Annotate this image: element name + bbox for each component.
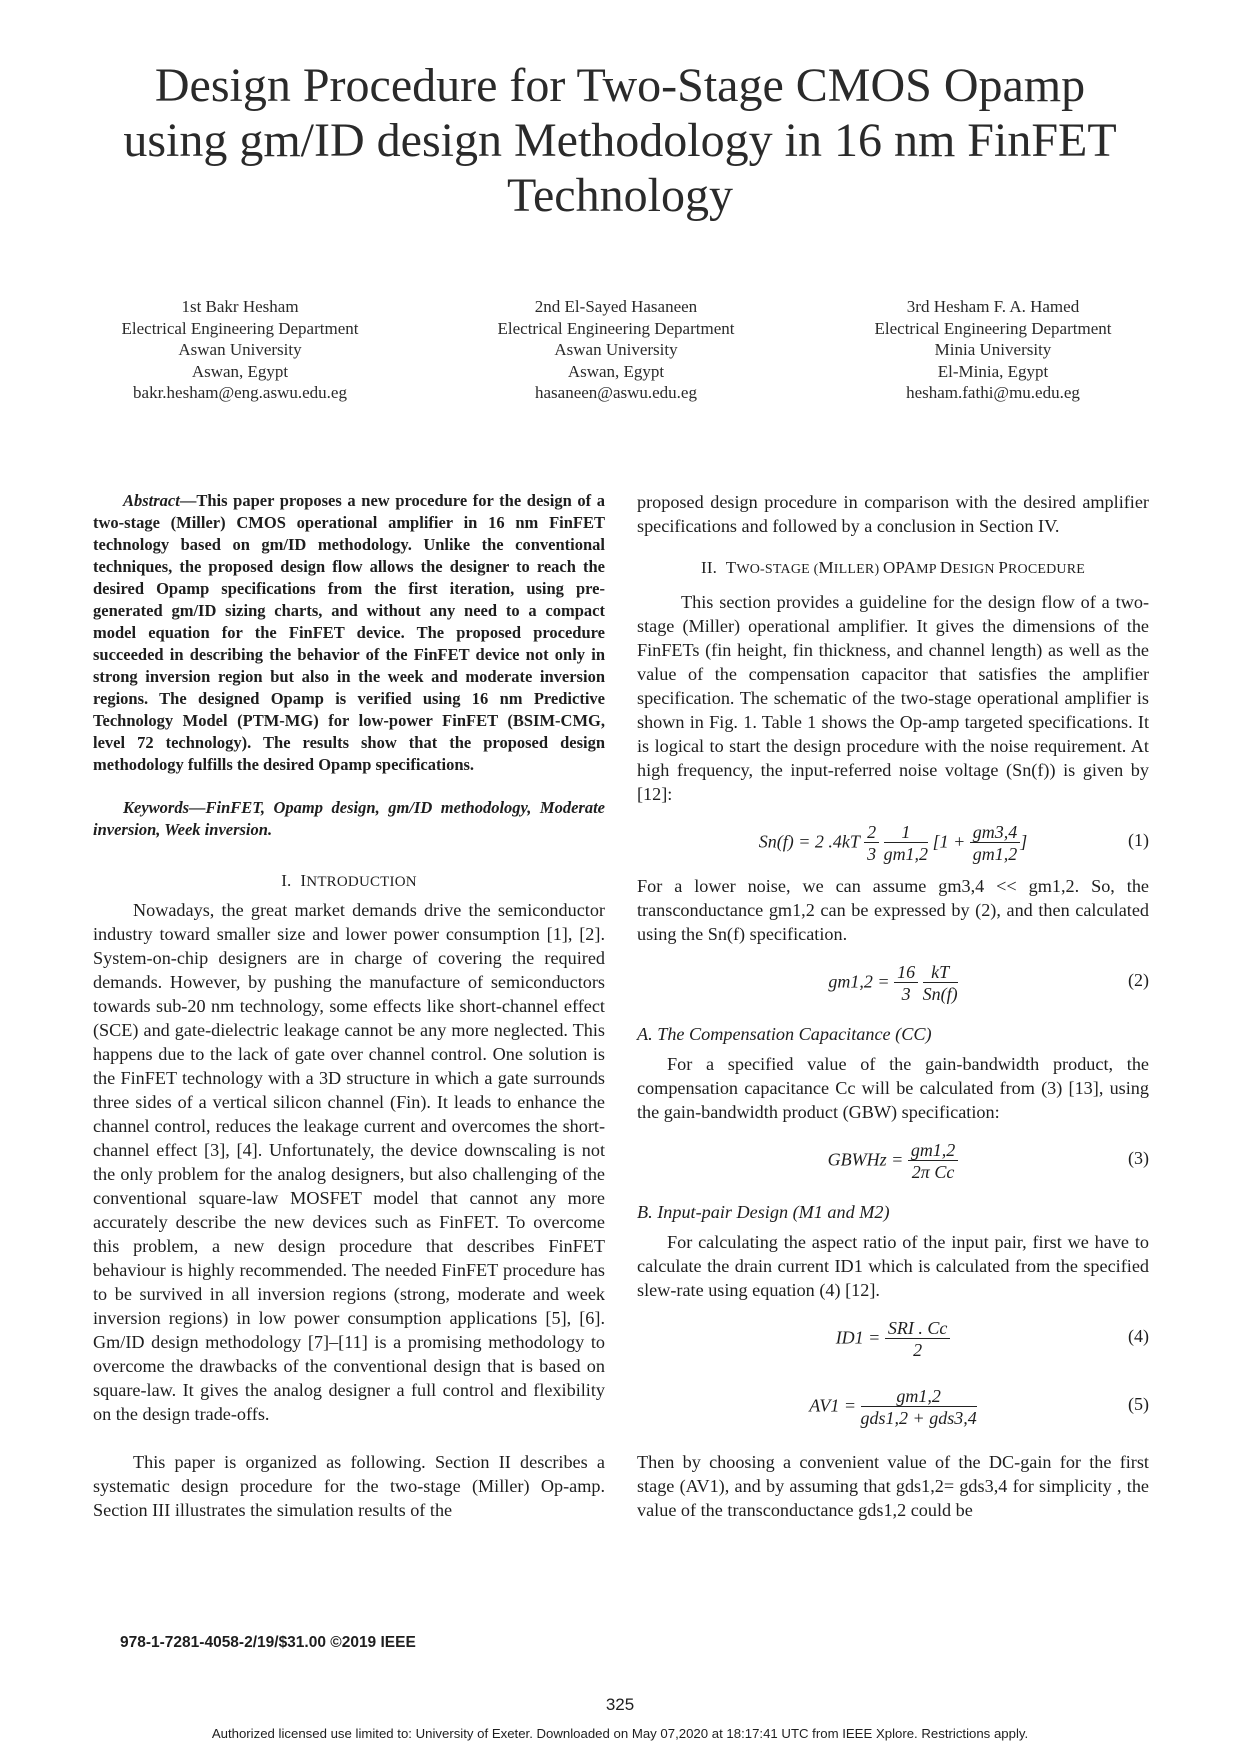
title-line: Technology bbox=[507, 169, 733, 222]
right-paragraph-1: This section provides a guideline for the design flow of a two-stage (Miller) operational amplifier. It gives the dimensions of the FinFETs (fin height, fin thickness, and channel length) as well as the value of the compensation capacitor that satisfies the amplifier specification. The schematic of the two-stage operational amplifier is shown in Fig. 1. Table 1 shows the Op-amp targeted specifications. It is logical to start the design procedure with the noise requirement. At high frequency, the input-referred noise voltage (Sn(f)) is given by [12]: bbox=[637, 592, 1149, 804]
author-city: Aswan, Egypt bbox=[567, 361, 665, 381]
author-city: El-Minia, Egypt bbox=[937, 361, 1049, 381]
license-notice: Authorized licensed use limited to: University of Exeter. Downloaded on May 07,2020 at 18:17:41 UTC from IEEE Xplore. Restrictions apply. bbox=[211, 1726, 1029, 1741]
keywords bbox=[93, 797, 605, 841]
author-3 bbox=[833, 296, 1153, 404]
author-name: 1st Bakr Hesham bbox=[181, 297, 299, 316]
right-column bbox=[637, 490, 1149, 1522]
right-paragraph-3: For a specified value of the gain-bandwidth product, the compensation capacitance Cc will be calculated from (3) [13], using the gain-bandwidth product (GBW) specification: bbox=[637, 1054, 1149, 1122]
page-number: 325 bbox=[605, 1695, 635, 1714]
equation-3 bbox=[637, 1132, 1149, 1186]
subsection-heading-b: B. Input-pair Design (M1 and M2) bbox=[637, 1202, 890, 1222]
right-paragraph-4: For calculating the aspect ratio of the input pair, first we have to calculate the drain current ID1 which is calculated from the specified slew-rate using equation (4) [12]. bbox=[637, 1232, 1149, 1300]
right-paragraph-5: Then by choosing a convenient value of the DC-gain for the first stage (AV1), and by assuming that gds1,2= gds3,4 for simplicity , the value of the transconductance gds1,2 could be bbox=[637, 1452, 1149, 1520]
intro-paragraph-1: Nowadays, the great market demands drive the semiconductor industry toward smaller size and lower power consumption [1], [2]. System-on-chip designers are in charge of covering the required demands. However, by pushing the manufacture of semiconductors towards sub-20 nm technology, some effects like short-channel effect (SCE) and gate-dielectric leakage cannot be any more neglected. This happens due to the lack of gate over channel control. One solution is the FinFET technology with a 3D structure in which a gate surrounds three sides of a vertical silicon channel (Fin). It leads to enhance the channel control, reduces the leakage current and overcomes the short-channel effect [3], [4]. Unfortunately, the device downscaling is not the only problem for the analog designers, but also challenging of the conventional square-law MOSFET model that cannot any more accurately describe the new devices such as FinFET. To overcome this problem, a new design procedure that describes FinFET behaviour is highly recommended. The needed FinFET procedure has to be survived in all inversion regions (strong, moderate and week inversion regions) in low power consumption applications [5], [6]. Gm/ID design methodology [7]–[11] is a promising methodology to overcome the drawbacks of the conventional design that is based on square-law. It gives the analog designer a full control and flexibility on the design trade-offs. bbox=[93, 900, 605, 1424]
equation-1 bbox=[637, 814, 1149, 866]
right-paragraph-0: proposed design procedure in comparison with the desired amplifier specifications and followed by a conclusion in Section IV. bbox=[637, 492, 1149, 536]
section-heading-introduction: I. INTRODUCTION bbox=[281, 871, 417, 890]
equation-number: (5) bbox=[1128, 1394, 1149, 1414]
equation-expression: ID1 = $\frac{\text{SRI . Cc}}{2}$ bbox=[637, 1318, 1149, 1361]
abstract bbox=[93, 490, 605, 776]
equation-number: (1) bbox=[1128, 830, 1149, 850]
title-line: Design Procedure for Two-Stage CMOS Opamp bbox=[154, 59, 1086, 112]
equation-number: (3) bbox=[1128, 1148, 1149, 1168]
author-name: 2nd El-Sayed Hasaneen bbox=[534, 297, 698, 316]
right-paragraph-2: For a lower noise, we can assume gm3,4 << gm1,2. So, the transconductance gm1,2 can be expressed by (2), and then calculated using the Sn(f) specification. bbox=[637, 876, 1149, 944]
author-name: 3rd Hesham F. A. Hamed bbox=[906, 297, 1080, 316]
author-2 bbox=[456, 296, 776, 404]
author-1 bbox=[80, 296, 400, 404]
abstract-text: —This paper proposes a new procedure for the design of a two-stage (Miller) CMOS operational amplifier in 16 nm FinFET technology based on gm/ID methodology. Unlike the conventional techniques, the proposed design flow allows the designer to reach the desired Opamp specifications from the first iteration, using pre-generated gm/ID sizing charts, and without any need to a compact model equation for the FinFET device. The proposed procedure succeeded in describing the behavior of the FinFET device not only in strong inversion region but also in the week and moderate inversion regions. The designed Opamp is verified using 16 nm Predictive Technology Model (PTM-MG) for low-power FinFET (BSIM-CMG, level 72 technology). The results show that the proposed design methodology fulfills the desired Opamp specifications. bbox=[93, 491, 605, 774]
equation-2 bbox=[637, 954, 1149, 1008]
paper-title bbox=[60, 58, 1180, 223]
title-line: using gm/ID design Methodology in 16 nm FinFET bbox=[123, 114, 1117, 167]
author-city: Aswan, Egypt bbox=[191, 361, 289, 381]
author-univ: Aswan University bbox=[554, 340, 678, 359]
subsection-heading-a: A. The Compensation Capacitance (CC) bbox=[637, 1024, 932, 1044]
equation-4 bbox=[637, 1310, 1149, 1364]
keywords-text: —FinFET, Opamp design, gm/ID methodology, Moderate inversion, Week inversion. bbox=[93, 798, 605, 839]
author-dept: Electrical Engineering Department bbox=[121, 318, 359, 338]
left-column bbox=[93, 490, 605, 1522]
copyright-line: 978-1-7281-4058-2/19/$31.00 ©2019 IEEE bbox=[120, 1634, 416, 1651]
equation-expression: gm1,2 = $\frac{16}{3}$ $\frac{kT}{Sn(f)}$ bbox=[828, 962, 958, 1004]
equation-number: (4) bbox=[1128, 1326, 1149, 1346]
abstract-lead: Abstract bbox=[123, 491, 180, 510]
equation-5 bbox=[637, 1378, 1149, 1436]
author-email: bakr.hesham@eng.aswu.edu.eg bbox=[133, 383, 347, 402]
equation-expression: AV1 = $\frac{gm1,2}{\text{gds1,2 + gds3,4}}$ bbox=[809, 1386, 977, 1428]
author-univ: Aswan University bbox=[178, 340, 302, 359]
author-email: hesham.fathi@mu.edu.eg bbox=[906, 383, 1080, 402]
author-email: hasaneen@aswu.edu.eg bbox=[535, 383, 697, 402]
author-dept: Electrical Engineering Department bbox=[497, 318, 735, 338]
equation-number: (2) bbox=[1128, 970, 1149, 990]
intro-paragraph-2: This paper is organized as following. Section II describes a systematic design procedure for the two-stage (Miller) Op-amp. Section III illustrates the simulation results of the bbox=[93, 1452, 605, 1520]
equation-expression: GBWHz = $\frac{gm1,2}{\text{2π Cc}}$ bbox=[637, 1140, 1149, 1183]
author-univ: Minia University bbox=[934, 340, 1052, 359]
equation-expression: Sn(f) = 2 .4kT $\frac{2}{3}$ $\frac{1}{gm1,2}$ [1 + $\frac{gm3,4}{gm1,2}$ ] bbox=[758, 822, 1028, 864]
keywords-lead: Keywords bbox=[123, 798, 189, 817]
section-heading-two-stage: II. TWO-STAGE (MILLER) OPAMP DESIGN PROCEDURE bbox=[700, 558, 1086, 577]
author-dept: Electrical Engineering Department bbox=[874, 318, 1112, 338]
